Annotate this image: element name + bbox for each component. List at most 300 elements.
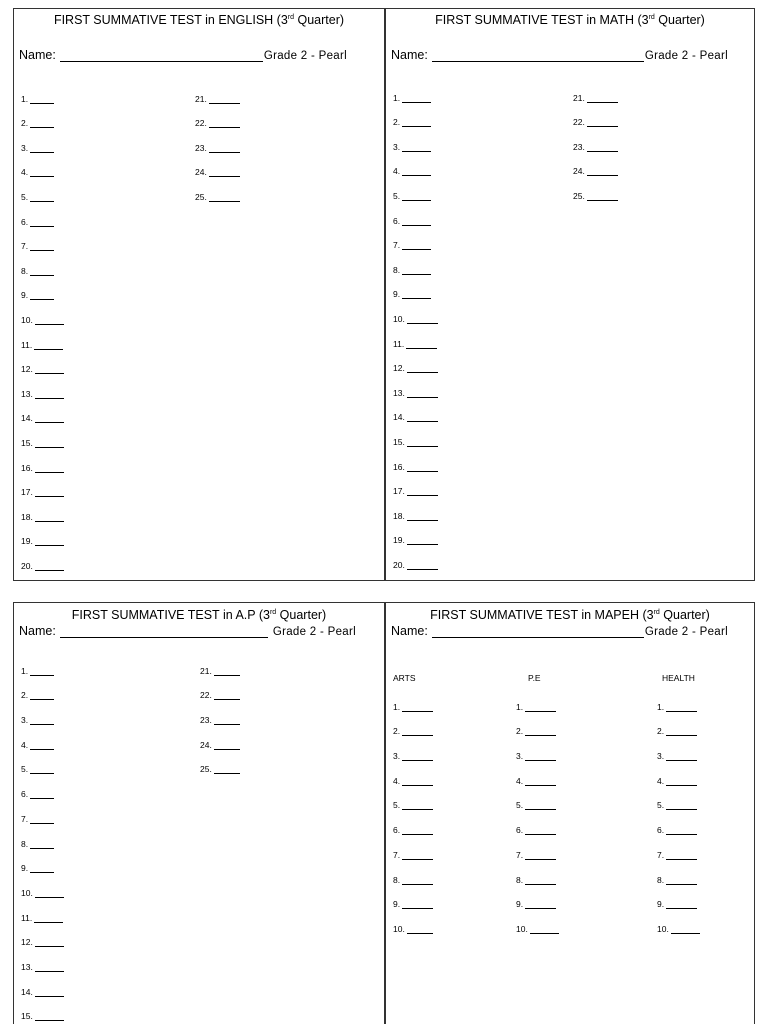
item-number: 1.	[21, 93, 29, 104]
health-answers	[657, 687, 700, 934]
answer-blank[interactable]	[671, 926, 700, 934]
answer-blank[interactable]	[35, 1013, 64, 1021]
answer-item	[21, 177, 64, 202]
item-number: 1.	[21, 665, 29, 676]
ap-name-line	[19, 624, 356, 638]
item-number: 11.	[21, 339, 33, 350]
answer-item	[393, 472, 438, 497]
answer-item	[21, 725, 64, 750]
item-number: 6.	[393, 215, 401, 226]
answer-item	[393, 324, 438, 349]
answer-blank[interactable]	[402, 802, 433, 810]
answer-item	[393, 176, 438, 201]
answer-item	[657, 909, 700, 934]
answer-item	[393, 349, 438, 374]
item-number: 23.	[573, 141, 585, 152]
answer-blank[interactable]	[525, 728, 556, 736]
answer-blank[interactable]	[407, 414, 438, 422]
answer-blank[interactable]	[214, 668, 240, 676]
item-number: 10.	[21, 887, 33, 898]
answer-item	[21, 898, 64, 923]
item-number: 10.	[657, 923, 669, 934]
item-number: 9.	[657, 899, 665, 910]
answer-blank[interactable]	[525, 901, 556, 909]
item-number: 2.	[657, 726, 665, 737]
answer-item	[393, 885, 433, 910]
item-number: 9.	[21, 863, 29, 874]
pe-heading: P.E	[528, 673, 541, 683]
answer-item	[516, 810, 559, 835]
answer-blank[interactable]	[402, 168, 431, 176]
answer-blank[interactable]	[214, 692, 240, 700]
answer-item	[657, 761, 700, 786]
item-number: 7.	[21, 241, 29, 252]
answer-blank[interactable]	[30, 243, 54, 251]
answer-item	[393, 786, 433, 811]
name-label: Name:	[391, 48, 428, 62]
item-number: 6.	[21, 789, 29, 800]
grade-label: Grade 2 - Pearl	[272, 626, 356, 638]
item-number: 14.	[21, 413, 33, 424]
answer-item	[393, 373, 438, 398]
answer-blank[interactable]	[209, 96, 240, 104]
answer-blank[interactable]	[666, 704, 697, 712]
english-test-panel	[13, 8, 385, 581]
answer-item	[573, 127, 618, 152]
name-field[interactable]	[432, 49, 644, 62]
item-number: 7.	[393, 849, 401, 860]
item-number: 9.	[516, 899, 524, 910]
answer-blank[interactable]	[209, 145, 240, 153]
answer-item	[393, 78, 438, 103]
answer-item	[393, 761, 433, 786]
item-number: 21.	[195, 93, 207, 104]
answer-item	[21, 251, 64, 276]
answer-blank[interactable]	[35, 538, 64, 546]
grade-label: Grade 2 - Pearl	[263, 50, 347, 62]
answer-item	[516, 761, 559, 786]
answer-blank[interactable]	[407, 562, 438, 570]
answer-item	[21, 997, 64, 1022]
answer-blank[interactable]	[30, 668, 54, 676]
answer-item	[657, 712, 700, 737]
item-number: 10.	[21, 314, 33, 325]
answer-blank[interactable]	[35, 939, 64, 947]
answer-item	[21, 750, 64, 775]
answer-blank[interactable]	[35, 391, 64, 399]
answer-item	[21, 473, 64, 498]
answer-item	[195, 177, 240, 202]
answer-item	[21, 651, 64, 676]
answer-item	[516, 860, 559, 885]
answer-item	[21, 700, 64, 725]
answer-item	[657, 736, 700, 761]
ap-answers-1-15	[21, 651, 64, 1021]
item-number: 25.	[195, 191, 207, 202]
mapeh-test-title: FIRST SUMMATIVE TEST in MAPEH (3rd Quarter)	[430, 608, 710, 622]
answer-item	[200, 651, 240, 676]
item-number: 3.	[516, 751, 524, 762]
answer-item	[21, 374, 64, 399]
item-number: 22.	[195, 118, 207, 129]
answer-item	[657, 810, 700, 835]
answer-blank[interactable]	[402, 778, 433, 786]
answer-blank[interactable]	[209, 120, 240, 128]
item-number: 20.	[21, 560, 33, 571]
item-number: 2.	[21, 118, 29, 129]
item-number: 1.	[393, 92, 401, 103]
item-number: 8.	[516, 874, 524, 885]
answer-blank[interactable]	[35, 989, 64, 997]
answer-item	[21, 423, 64, 448]
item-number: 15.	[393, 436, 405, 447]
item-number: 9.	[393, 289, 401, 300]
answer-blank[interactable]	[402, 144, 431, 152]
item-number: 4.	[21, 167, 29, 178]
item-number: 10.	[393, 923, 405, 934]
answer-item	[21, 227, 64, 252]
answer-blank[interactable]	[30, 816, 54, 824]
answer-item	[393, 810, 433, 835]
item-number: 6.	[21, 216, 29, 227]
answer-item	[516, 835, 559, 860]
answer-blank[interactable]	[407, 537, 438, 545]
answer-blank[interactable]	[525, 704, 556, 712]
item-number: 21.	[573, 92, 585, 103]
item-number: 21.	[200, 665, 212, 676]
item-number: 5.	[516, 800, 524, 811]
grade-label: Grade 2 - Pearl	[644, 50, 728, 62]
item-number: 22.	[200, 690, 212, 701]
answer-blank[interactable]	[402, 827, 433, 835]
answer-blank[interactable]	[402, 728, 433, 736]
answer-blank[interactable]	[402, 119, 431, 127]
ap-answers-21-25	[200, 651, 240, 774]
answer-blank[interactable]	[407, 390, 438, 398]
answer-blank[interactable]	[30, 145, 54, 153]
answer-blank[interactable]	[209, 194, 240, 202]
answer-blank[interactable]	[30, 791, 54, 799]
item-number: 24.	[200, 739, 212, 750]
answer-blank[interactable]	[402, 704, 433, 712]
item-number: 9.	[21, 290, 29, 301]
item-number: 2.	[393, 726, 401, 737]
answer-blank[interactable]	[30, 841, 54, 849]
answer-item	[516, 712, 559, 737]
answer-item	[657, 860, 700, 885]
item-number: 7.	[516, 849, 524, 860]
answer-item	[393, 496, 438, 521]
answer-blank[interactable]	[525, 802, 556, 810]
answer-item	[393, 103, 438, 128]
math-test-title: FIRST SUMMATIVE TEST in MATH (3rd Quarter)	[435, 13, 705, 27]
answer-item	[393, 299, 438, 324]
item-number: 14.	[393, 412, 405, 423]
answer-item	[21, 104, 64, 129]
item-number: 16.	[21, 462, 33, 473]
answer-blank[interactable]	[666, 728, 697, 736]
answer-item	[657, 835, 700, 860]
answer-item	[393, 226, 438, 251]
answer-blank[interactable]	[407, 439, 438, 447]
answer-blank[interactable]	[30, 120, 54, 128]
item-number: 14.	[21, 986, 33, 997]
item-number: 5.	[657, 800, 665, 811]
answer-item	[393, 152, 438, 177]
pe-answers	[516, 687, 559, 934]
name-label: Name:	[19, 48, 56, 62]
answer-blank[interactable]	[407, 316, 438, 324]
item-number: 5.	[393, 800, 401, 811]
item-number: 24.	[195, 167, 207, 178]
answer-blank[interactable]	[666, 827, 697, 835]
ap-test-panel	[13, 602, 385, 1024]
item-number: 3.	[393, 751, 401, 762]
answer-blank[interactable]	[407, 488, 438, 496]
answer-blank[interactable]	[35, 465, 64, 473]
answer-item	[200, 676, 240, 701]
mapeh-name-line	[391, 624, 728, 638]
answer-item	[21, 824, 64, 849]
item-number: 3.	[21, 142, 29, 153]
item-number: 12.	[393, 363, 405, 374]
answer-blank[interactable]	[402, 753, 433, 761]
answer-blank[interactable]	[30, 692, 54, 700]
answer-blank[interactable]	[30, 219, 54, 227]
name-field[interactable]	[432, 625, 644, 638]
answer-blank[interactable]	[30, 865, 54, 873]
english-name-line	[19, 48, 347, 62]
mapeh-test-panel	[385, 602, 755, 1024]
answer-blank[interactable]	[407, 464, 438, 472]
answer-blank[interactable]	[35, 514, 64, 522]
answer-blank[interactable]	[30, 194, 54, 202]
answer-blank[interactable]	[30, 717, 54, 725]
item-number: 22.	[573, 117, 585, 128]
item-number: 18.	[393, 510, 405, 521]
answer-blank[interactable]	[35, 366, 64, 374]
answer-blank[interactable]	[35, 489, 64, 497]
item-number: 16.	[393, 461, 405, 472]
answer-item	[21, 128, 64, 153]
answer-blank[interactable]	[402, 242, 431, 250]
answer-blank[interactable]	[666, 901, 697, 909]
item-number: 12.	[21, 364, 33, 375]
answer-blank[interactable]	[34, 342, 63, 350]
answer-item	[21, 497, 64, 522]
answer-item	[21, 350, 64, 375]
answer-item	[21, 546, 64, 571]
item-number: 5.	[393, 190, 401, 201]
item-number: 7.	[21, 813, 29, 824]
answer-item	[393, 909, 433, 934]
name-field[interactable]	[60, 625, 268, 638]
answer-blank[interactable]	[30, 268, 54, 276]
item-number: 4.	[393, 775, 401, 786]
item-number: 4.	[393, 166, 401, 177]
item-number: 19.	[21, 536, 33, 547]
answer-blank[interactable]	[525, 852, 556, 860]
arts-answers	[393, 687, 433, 934]
answer-item	[21, 448, 64, 473]
answer-blank[interactable]	[35, 415, 64, 423]
answer-item	[393, 250, 438, 275]
answer-blank[interactable]	[666, 753, 697, 761]
answer-blank[interactable]	[209, 169, 240, 177]
answer-item	[393, 201, 438, 226]
answer-item	[195, 153, 240, 178]
answer-item	[200, 725, 240, 750]
answer-blank[interactable]	[402, 291, 431, 299]
answer-item	[516, 736, 559, 761]
answer-blank[interactable]	[35, 964, 64, 972]
answer-blank[interactable]	[407, 926, 433, 934]
answer-blank[interactable]	[530, 926, 559, 934]
answer-blank[interactable]	[402, 901, 433, 909]
answer-blank[interactable]	[35, 440, 64, 448]
answer-blank[interactable]	[402, 95, 431, 103]
item-number: 10.	[393, 313, 405, 324]
answer-blank[interactable]	[30, 169, 54, 177]
item-number: 4.	[516, 775, 524, 786]
grade-label: Grade 2 - Pearl	[644, 626, 728, 638]
answer-item	[21, 325, 64, 350]
answer-blank[interactable]	[525, 877, 556, 885]
item-number: 13.	[21, 961, 33, 972]
answer-blank[interactable]	[666, 877, 697, 885]
answer-item	[393, 447, 438, 472]
item-number: 20.	[393, 559, 405, 570]
item-number: 25.	[573, 190, 585, 201]
answer-item	[21, 923, 64, 948]
item-number: 12.	[21, 937, 33, 948]
answer-blank[interactable]	[587, 193, 618, 201]
answer-item	[393, 398, 438, 423]
answer-blank[interactable]	[525, 753, 556, 761]
item-number: 5.	[21, 191, 29, 202]
math-test-panel	[385, 8, 755, 581]
answer-item	[657, 786, 700, 811]
item-number: 9.	[393, 899, 401, 910]
answer-blank[interactable]	[30, 766, 54, 774]
answer-blank[interactable]	[402, 852, 433, 860]
answer-blank[interactable]	[407, 365, 438, 373]
answer-blank[interactable]	[406, 341, 437, 349]
answer-blank[interactable]	[666, 778, 697, 786]
math-answers-1-20	[393, 78, 438, 570]
answer-blank[interactable]	[587, 144, 618, 152]
answer-item	[516, 885, 559, 910]
english-test-title: FIRST SUMMATIVE TEST in ENGLISH (3rd Quarter)	[53, 13, 345, 27]
item-number: 23.	[195, 142, 207, 153]
name-label: Name:	[19, 624, 56, 638]
item-number: 3.	[393, 141, 401, 152]
answer-item	[195, 79, 240, 104]
item-number: 7.	[657, 849, 665, 860]
item-number: 25.	[200, 764, 212, 775]
answer-blank[interactable]	[402, 267, 431, 275]
answer-item	[200, 750, 240, 775]
name-field[interactable]	[60, 49, 263, 62]
item-number: 24.	[573, 166, 585, 177]
answer-item	[393, 835, 433, 860]
ap-test-title: FIRST SUMMATIVE TEST in A.P (3rd Quarter)	[71, 608, 327, 622]
item-number: 17.	[393, 486, 405, 497]
item-number: 13.	[393, 387, 405, 398]
item-number: 8.	[21, 265, 29, 276]
item-number: 1.	[393, 701, 401, 712]
answer-blank[interactable]	[402, 218, 431, 226]
item-number: 4.	[657, 775, 665, 786]
answer-item	[21, 153, 64, 178]
answer-blank[interactable]	[587, 119, 618, 127]
answer-blank[interactable]	[214, 742, 240, 750]
answer-blank[interactable]	[525, 778, 556, 786]
item-number: 15.	[21, 1011, 33, 1022]
answer-blank[interactable]	[35, 890, 64, 898]
answer-blank[interactable]	[666, 802, 697, 810]
arts-heading: ARTS	[393, 673, 416, 683]
item-number: 4.	[21, 739, 29, 750]
answer-blank[interactable]	[407, 513, 438, 521]
answer-blank[interactable]	[30, 292, 54, 300]
item-number: 2.	[393, 117, 401, 128]
answer-item	[21, 79, 64, 104]
answer-item	[195, 128, 240, 153]
answer-blank[interactable]	[666, 852, 697, 860]
item-number: 7.	[393, 240, 401, 251]
answer-blank[interactable]	[30, 96, 54, 104]
answer-item	[516, 687, 559, 712]
math-answers-21-25	[573, 78, 618, 201]
answer-item	[516, 909, 559, 934]
item-number: 6.	[516, 825, 524, 836]
answer-item	[657, 885, 700, 910]
item-number: 2.	[516, 726, 524, 737]
answer-blank[interactable]	[30, 742, 54, 750]
answer-blank[interactable]	[587, 168, 618, 176]
item-number: 11.	[21, 912, 33, 923]
item-number: 3.	[21, 715, 29, 726]
answer-item	[21, 276, 64, 301]
item-number: 3.	[657, 751, 665, 762]
answer-item	[393, 712, 433, 737]
answer-item	[200, 700, 240, 725]
answer-blank[interactable]	[214, 717, 240, 725]
item-number: 2.	[21, 690, 29, 701]
item-number: 6.	[657, 825, 665, 836]
answer-blank[interactable]	[35, 563, 64, 571]
item-number: 17.	[21, 487, 33, 498]
answer-item	[21, 774, 64, 799]
answer-blank[interactable]	[587, 95, 618, 103]
answer-blank[interactable]	[34, 915, 63, 923]
answer-blank[interactable]	[402, 877, 433, 885]
answer-item	[21, 799, 64, 824]
answer-blank[interactable]	[402, 193, 431, 201]
english-answers-1-20	[21, 79, 64, 571]
answer-blank[interactable]	[214, 766, 240, 774]
answer-item	[516, 786, 559, 811]
answer-blank[interactable]	[525, 827, 556, 835]
item-number: 10.	[516, 923, 528, 934]
answer-item	[21, 972, 64, 997]
item-number: 8.	[393, 264, 401, 275]
answer-item	[573, 176, 618, 201]
item-number: 6.	[393, 825, 401, 836]
answer-blank[interactable]	[35, 317, 64, 325]
name-label: Name:	[391, 624, 428, 638]
